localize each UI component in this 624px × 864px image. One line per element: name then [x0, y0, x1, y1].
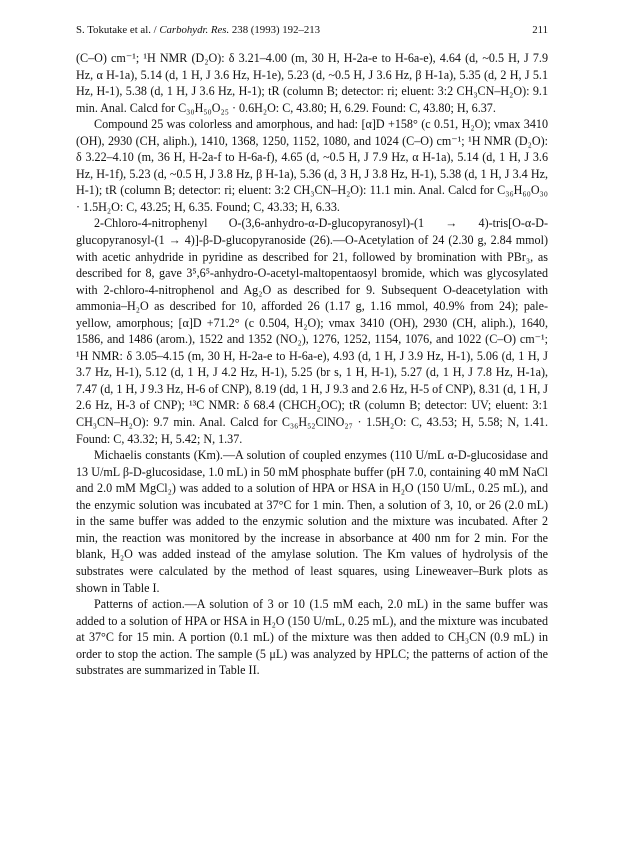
- paragraph-compound-25: Compound 25 was colorless and amorphous, and had: [α]D +158° (c 0.51, H₂O); νmax 3410 (OH), 2930 (CH, aliph.), 1410, 1368, 1250, 1152, 1080, and 1024 (C–O) cm⁻¹; ¹H NMR (D₂O): δ 3.22–4.10 (m, 36 H, H-2a-f to H-6a-f), 4.65 (d, ~0.5 H, J 7.9 Hz, α H-1a), 5.14 (d, 1 H, J 3.6 Hz, H-1f), 5.23 (d, ~0.5 H, J 3.8 Hz, β H-1a), 5.36 (d, 3 H, J 3.8 Hz, H-1), 5.38 (d, 1 H, J 3.4 Hz, H-1); tR (column B; detector: ri; eluent: 3:2 CH₃CN–H₂O): 11.1 min. Anal. Calcd for C₃₆H₆₀O₃₀ · 1.5H₂O: C, 43.25; H, 6.35. Found; C, 43.33; H, 6.33.: [76, 117, 548, 214]
- paragraph-compound-26: 2-Chloro-4-nitrophenyl O-(3,6-anhydro-α-D-glucopyranosyl)-(1 → 4)-tris[O-α-D-glucopyranosyl-(1 → 4)]-β-D-glucopyranoside (26).—O-Acetylation of 24 (2.30 g, 2.84 mmol) with acetic anhydride in pyridine as described for 21, followed by bromination with PBr₃, as described for 8, gave 3⁵,6⁵-anhydro-O-acetyl-maltopentaosyl bromide, which was glycosylated with 2-chloro-4-nitrophenol and Ag₂O as described for 9. Subsequent O-deacetylation with ammonia–H₂O as described for 10, afforded 26 (1.17 g, 1.16 mmol, 40.9% from 24); pale-yellow, amorphous; [α]D +71.2° (c 0.504, H₂O); νmax 3410 (OH), 2930 (CH, aliph.), 1640, 1586, and 1486 (arom.), 1522 and 1352 (NO₂), 1276, 1252, 1154, 1076, and 1022 (C–O) cm⁻¹; ¹H NMR: δ 3.05–4.15 (m, 30 H, H-2a-e to H-6a-e), 4.93 (d, 1 H, J 3.9 Hz, H-1), 5.06 (d, 1 H, J 3.7 Hz, H-1), 5.12 (d, 1 H, J 4.2 Hz, H-1), 5.25 (br s, 1 H, H-1), 5.27 (d, 1 H, J 7.8 Hz, H-1a), 7.47 (d, 1 H, J 9.3 Hz, H-6 of CNP), 8.19 (dd, 1 H, J 9.3 and 2.6 Hz, H-5 of CNP), 8.31 (d, 1 H, J 2.6 Hz, H-3 of CNP); ¹³C NMR: δ 68.4 (CHCH₂OC); tR (column B; detector: UV; eluent: 3:1 CH₃CN–H₂O): 9.7 min. Anal. Calcd for C₃₆H₅₂ClNO₂₇ · 1.5H₂O: C, 43.53; H, 5.58; N, 1.41. Found: C, 43.32; H, 5.42; N, 1.37.: [76, 216, 548, 446]
- page-number: 211: [532, 24, 548, 36]
- journal-page: [76, 22, 548, 679]
- running-header: [76, 22, 548, 38]
- journal-name: Carbohydr. Res.: [159, 24, 230, 36]
- paragraph-patterns-of-action: Patterns of action.—A solution of 3 or 10 (1.5 mM each, 2.0 mL) in the same buffer was added to a solution of HPA or HSA in H₂O (150 U/mL, 0.25 mL), and the mixture was incubated at 37°C for 15 min. A portion (0.1 mL) of the mixture was then added to CH₃CN (0.9 mL) in order to stop the action. The sample (5 μL) was analyzed by HPLC; the patterns of action of the substrates are summarized in Table II.: [76, 597, 548, 678]
- citation: 238 (1993) 192–213: [229, 24, 321, 36]
- paragraph-compound-24-data: (C–O) cm⁻¹; ¹H NMR (D₂O): δ 3.21–4.00 (m, 30 H, H-2a-e to H-6a-e), 4.64 (d, ~0.5 H, J 7.9 Hz, α H-1a), 5.14 (d, 1 H, J 3.6 Hz, H-1e), 5.23 (d, ~0.5 H, J 3.6 Hz, β H-1a), 5.35 (d, 2 H, J 5.1 Hz, H-1), 5.38 (d, 1 H, J 3.6 Hz, H-1); tR (column B; detector: ri; eluent: 3:2 CH₃CN–H₂O): 9.1 min. Anal. Calcd for C₃₀H₅₀O₂₅ · 0.6H₂O: C, 43.80; H, 6.29. Found: C, 43.80; H, 6.37.: [76, 51, 548, 115]
- running-title: [76, 22, 320, 39]
- paragraph-michaelis-constants: Michaelis constants (Km).—A solution of coupled enzymes (110 U/mL α-D-glucosidase and 13 U/mL β-D-glucosidase, 1.0 mL) in 50 mM phosphate buffer (pH 7.0, containing 40 mM NaCl and 2.0 mM MgCl₂) was added to a solution of HPA or HSA in H₂O (150 U/mL, 0.25 mL), and the enzymic solution was incubated at 37°C for 1 min. Then, a solution of 3, 10, or 26 (2.0 mL) in the same buffer was added to the enzymic solution and the mixture was incubated. After 2 min, the reaction was monitored by the increase in absorbance at 400 nm for 2 min. For the blank, H₂O was added instead of the amylase solution. The Km values of hydrolysis of the substrates were calculated by the method of least squares, using Lineweaver–Burk plots as shown in Table I.: [76, 448, 548, 595]
- author-line: S. Tokutake et al. /: [76, 24, 160, 36]
